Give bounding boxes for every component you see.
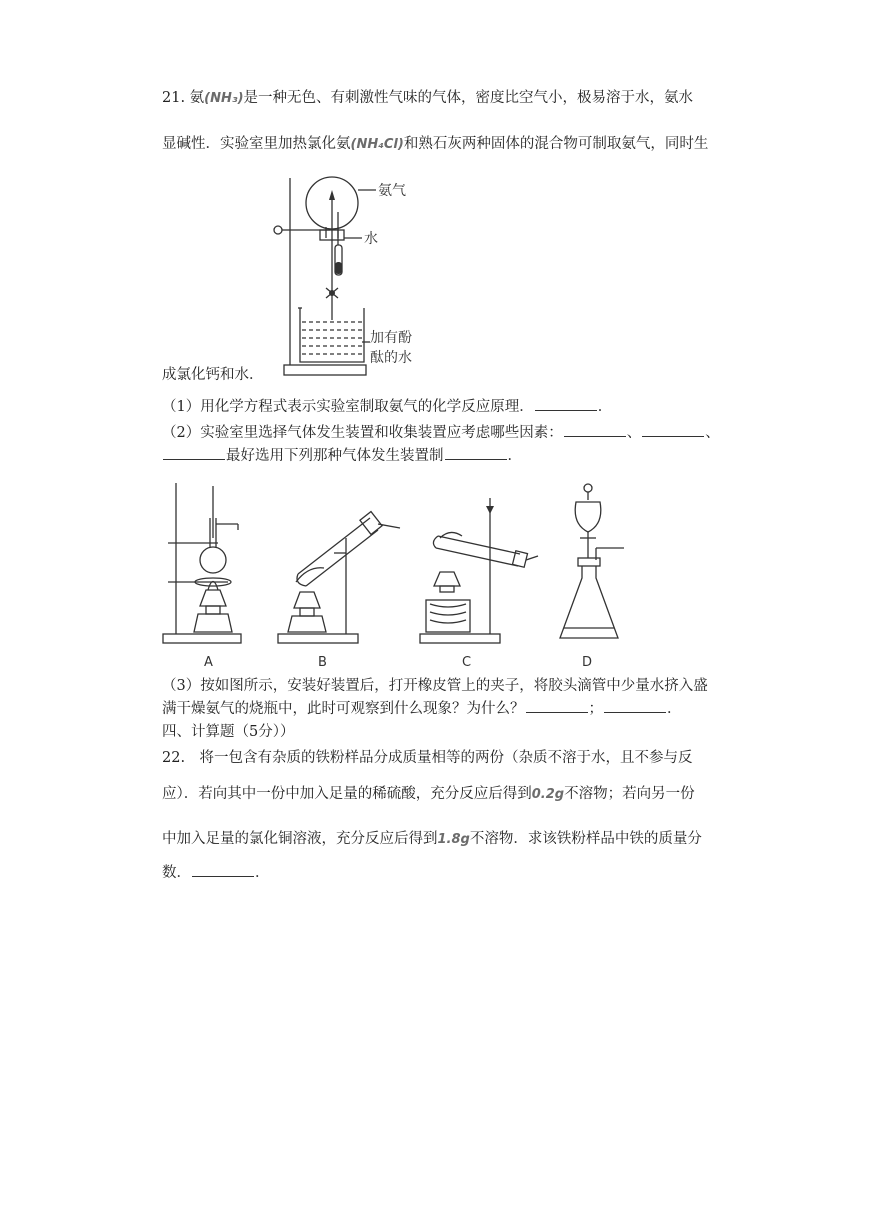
q21-sub2-line2: 最好选用下列那种气体发生装置制 ． [162, 446, 522, 466]
label-a: A [204, 655, 213, 670]
q21-text: 成氯化钙和水． [162, 367, 264, 383]
answer-blank[interactable] [642, 424, 704, 437]
value-1-8g: 1.8g [437, 832, 470, 847]
q21-sub1: （1）用化学方程式表示实验室制取氨气的化学反应原理． ． [162, 399, 613, 415]
q21-text: 显碱性．实验室里加热氯化氨 [162, 136, 351, 152]
apparatus-c [420, 498, 538, 670]
fountain-apparatus-figure [262, 170, 442, 382]
q21-sub3-line1: （3）按如图所示，安装好装置后，打开橡皮管上的夹子，将胶头滴管中少量水挤入盛 [162, 678, 708, 694]
q21-sub3-line2: 满干燥氨气的烧瓶中，此时可观察到什么现象？为什么？ ； ． [162, 701, 682, 717]
formula-nh4cl: (NH₄Cl) [350, 137, 404, 152]
answer-blank[interactable] [604, 700, 666, 713]
answer-blank[interactable] [445, 447, 507, 460]
q21-sub2-line1: （2）实验室里选择气体发生装置和收集装置应考虑哪些因素： 、 、 [162, 425, 720, 441]
q22-line-3: 中加入足量的氯化铜溶液，充分反应后得到1.8g不溶物．求该铁粉样品中铁的质量分 [162, 831, 702, 847]
label-b: B [318, 655, 327, 670]
gas-generator-apparatus-figure [158, 478, 638, 676]
q22-line-1: 22. 将一包含有杂质的铁粉样品分成质量相等的两份（杂质不溶于水，且不参与反 [162, 750, 693, 766]
q22-line-2: 应）．若向其中一份中加入足量的稀硫酸，充分反应后得到0.2g不溶物；若向另一份 [162, 786, 695, 802]
label-water: 水 [364, 231, 378, 247]
tube-clip [329, 290, 335, 296]
apparatus-d [560, 484, 624, 670]
q21-text: 是一种无色、有刺激性气味的气体，密度比空气小，极易溶于水，氨水 [243, 90, 694, 106]
apparatus-b [278, 512, 400, 670]
label-c: C [462, 655, 472, 670]
q21-number: 21. 氨 [162, 90, 205, 106]
formula-nh3: (NH₃) [204, 91, 244, 106]
label-d: D [582, 655, 593, 670]
label-ammonia: 氨气 [378, 183, 406, 199]
answer-blank[interactable] [192, 864, 254, 877]
q21-text: 和熟石灰两种固体的混合物可制取氨气，同时生 [403, 136, 709, 152]
section-4-heading: 四、计算题（5分）） [162, 724, 295, 740]
stand-base [284, 365, 366, 375]
value-0-2g: 0.2g [531, 787, 565, 802]
label-phenol-1: 加有酚 [370, 330, 412, 346]
q21-line-1 [162, 88, 693, 109]
q21-line-2 [162, 134, 708, 155]
answer-blank[interactable] [163, 447, 225, 460]
label-phenol-2: 酞的水 [370, 350, 412, 366]
apparatus-a [163, 483, 241, 670]
answer-blank[interactable] [564, 424, 626, 437]
clamp-screw [274, 226, 282, 234]
answer-blank[interactable] [526, 700, 588, 713]
answer-blank[interactable] [535, 398, 597, 411]
q21-line-3 [162, 365, 264, 385]
q22-line-4: 数． ． [162, 865, 270, 881]
